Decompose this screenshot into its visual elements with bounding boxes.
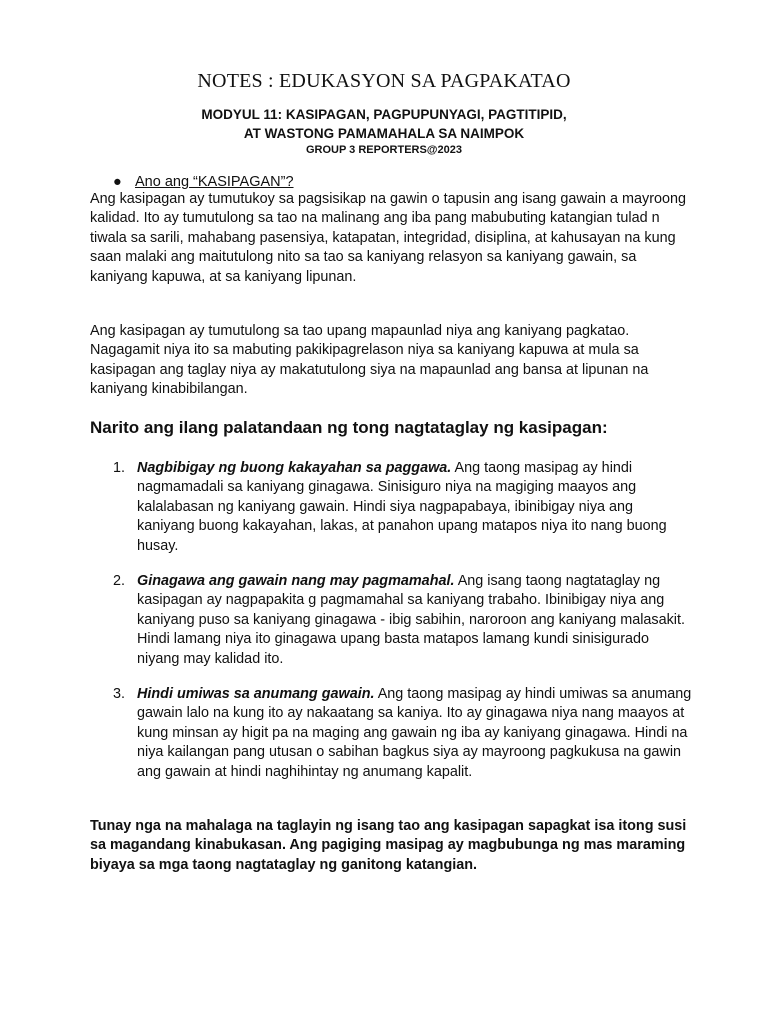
question-heading — [113, 174, 294, 190]
list-item-text: Ang taong masipag ay hindi nagmamadali sa kaniyang ginagawa. Sinisiguro niya na magiging maayos ang kalalabasan ng kaniyang gawain. Hindi siya nagpapabaya, ibinibigay niya ang kaniyang buong kakayahan, lakas, at panahon upang matapos niya ito nang buong husay. — [137, 460, 667, 554]
list-item-lead: Ginagawa ang gawain nang may pagmamahal. — [137, 573, 455, 589]
list-item-text: Ang isang taong nagtataglay ng kasipagan ay nagpapakita g pagmamahal sa kaniyang trabaho. Ibinibigay niya ang kaniyang puso sa kaniyang ginagawa - ibig sabihin, naroroon ang kaniyang malasakit. Hindi lamang niya ito ginagawa upang basta matapos lamang kundi sinisigurado niyang may kalidad ito. — [137, 573, 685, 667]
section-heading: Narito ang ilang palatandaan ng tong nagtataglay ng kasipagan: — [90, 418, 608, 437]
bullet-icon: ● — [113, 174, 122, 190]
list-item-body — [137, 572, 693, 669]
question-text: Ano ang “KASIPAGAN”? — [135, 174, 294, 190]
list-item-number: 2. — [113, 573, 126, 589]
list-item — [113, 459, 693, 556]
list-item-number: 1. — [113, 460, 126, 476]
list-item-number: 3. — [113, 686, 126, 702]
paragraph-definition: Ang kasipagan ay tumutukoy sa pagsisikap na gawin o tapusin ang isang gawain a mayroong kalidad. Ito ay tumutulong sa tao na malinang ang iba pang mabubuting katangian tulad n tiwala sa sarili, mahabang pasensiya, katapatan, integridad, disiplina, at kahusayan na kung saan malaki ang maitutulong nito sa tao sa kaniyang relasyon sa kaniyang gawain, sa kaniyang kapuwa, at sa kaniyang lipunan. — [90, 191, 686, 285]
list-item-text: Ang taong masipag ay hindi umiwas sa anumang gawain lalo na kung ito ay nakaatang sa kaniya. Ito ay ginagawa niya nang maayos at kung minsan ay higit pa na maging ang gawain ng iba ay kaniyang ginagawa. Hindi na niya kailangan pang utusan o sabihan bagkus siya ay mayroong pagkukusa na gawin ang gawain at hindi naghihintay ng anumang kapalit. — [137, 686, 692, 780]
list-item — [113, 572, 693, 669]
list-item-body — [137, 459, 693, 556]
paragraph-benefits: Ang kasipagan ay tumutulong sa tao upang mapaunlad niya ang kaniyang pagkatao. Nagagamit niya ito sa mabuting pakikipagrelason niya sa kaniyang kapuwa at mula sa kasipagan ang taglay niya ay makatutulong siya na mapaunlad ang bansa at lipunan na kaniyang kinabibilangan. — [90, 323, 649, 398]
closing-paragraph: Tunay nga na mahalaga na taglayin ng isang tao ang kasipagan sapagkat isa itong susi sa magandang kinabukasan. Ang pagiging masipag ay magbubunga ng mas maraming biyaya sa mga taong nagtataglay ng ganitong katangian. — [90, 818, 687, 873]
group-label: GROUP 3 REPORTERS@2023 — [305, 144, 463, 156]
list-item — [113, 685, 693, 782]
document-title: NOTES : EDUKASYON SA PAGPAKATAO — [197, 70, 571, 92]
list-item-body — [137, 685, 693, 782]
module-title-line-2: AT WASTONG PAMAMAHALA SA NAIMPOK — [243, 126, 525, 141]
module-title-line-1: MODYUL 11: KASIPAGAN, PAGPUPUNYAGI, PAGTITIPID, — [201, 107, 567, 122]
list-item-lead: Hindi umiwas sa anumang gawain. — [137, 686, 375, 702]
list-item-lead: Nagbibigay ng buong kakayahan sa paggawa. — [137, 460, 452, 476]
